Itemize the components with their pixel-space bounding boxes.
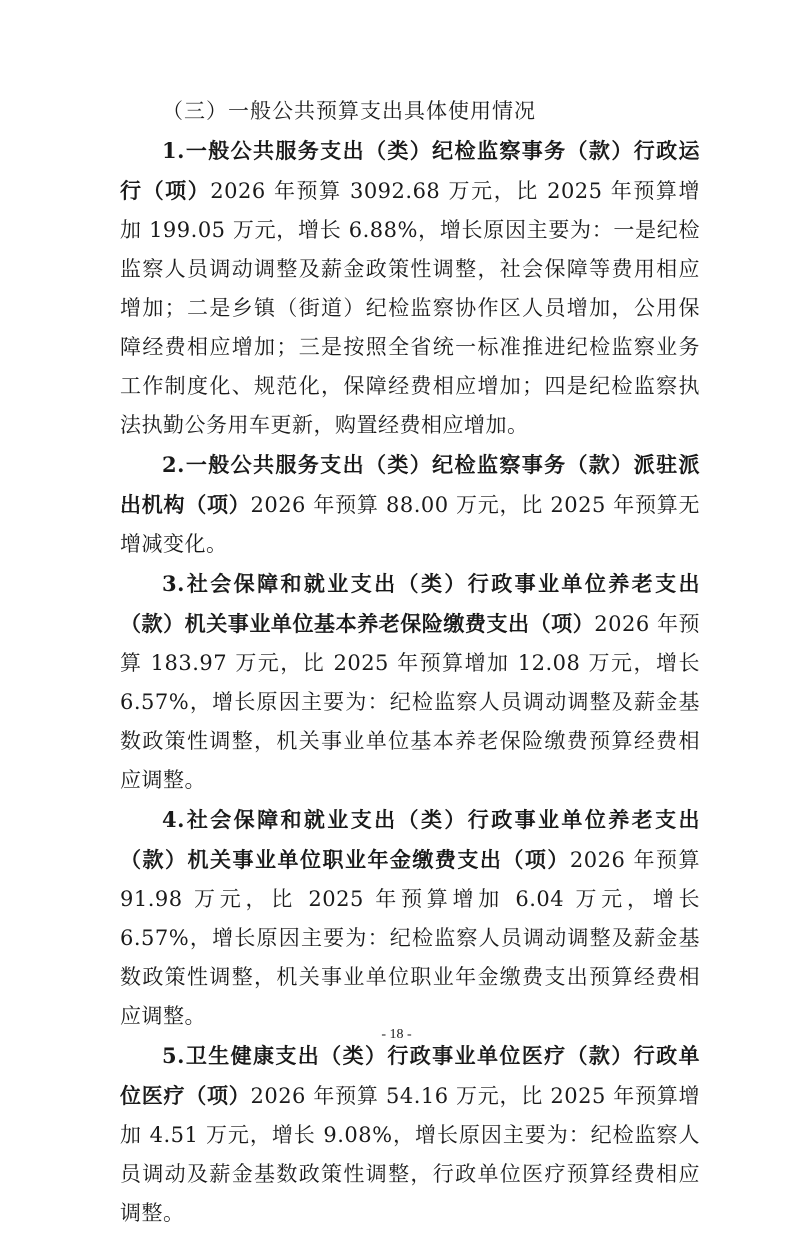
paragraph-text: 2026 年预算 183.97 万元，比 2025 年预算增加 12.08 万元，增长 6.57%，增长原因主要为：纪检监察人员调动调整及薪金基数政策性调整，机关事业单位基本养老保险缴费预算经费相应调整。 bbox=[120, 612, 700, 792]
paragraph-text: 2026 年预算 91.98 万元，比 2025 年预算增加 6.04 万元，增长 6.57%，增长原因主要为：纪检监察人员调动调整及薪金基数政策性调整，机关事业单位职业年金缴费支出预算经费相应调整。 bbox=[120, 848, 700, 1028]
paragraph-lead: 5.卫生健康支出（类）行政事业单位医疗（款）行政单位医疗（项） bbox=[120, 1043, 700, 1108]
paragraph-text: 2026 年预算 3092.68 万元，比 2025 年预算增加 199.05 万元，增长 6.88%，增长原因主要为：一是纪检监察人员调动调整及薪金政策性调整，社会保障等费用相应增加；二是乡镇（街道）纪检监察协作区人员增加，公用保障经费相应增加；三是按照全省统一标准推进纪检监察业务工作制度化、规范化，保障经费相应增加；四是纪检监察执法执勤公务用车更新，购置经费相应增加。 bbox=[120, 179, 700, 437]
paragraph-lead: 3.社会保障和就业支出（类）行政事业单位养老支出（款）机关事业单位基本养老保险缴费支出（项） bbox=[120, 571, 700, 636]
paragraph-text: 2026 年预算 54.16 万元，比 2025 年预算增加 4.51 万元，增长 9.08%，增长原因主要为：纪检监察人员调动及薪金基数政策性调整，行政单位医疗预算经费相应调整。 bbox=[120, 1084, 700, 1225]
page-number: - 18 - bbox=[381, 1027, 412, 1042]
paragraph-item-3 bbox=[120, 564, 700, 800]
paragraph-lead: 2.一般公共服务支出（类）纪检监察事务（款）派驻派出机构（项） bbox=[120, 452, 700, 517]
page-content bbox=[120, 92, 700, 1233]
paragraph-item-1 bbox=[120, 131, 700, 445]
paragraph-item-2 bbox=[120, 445, 700, 564]
paragraph-lead: 1.一般公共服务支出（类）纪检监察事务（款）行政运行（项） bbox=[120, 138, 700, 203]
paragraph-text: 2026 年预算 88.00 万元，比 2025 年预算无增减变化。 bbox=[120, 493, 700, 556]
paragraph-item-4 bbox=[120, 800, 700, 1036]
section-heading: （三）一般公共预算支出具体使用情况 bbox=[162, 99, 536, 123]
paragraph-item-5 bbox=[120, 1036, 700, 1233]
paragraph-lead: 4.社会保障和就业支出（类）行政事业单位养老支出（款）机关事业单位职业年金缴费支出（项） bbox=[120, 807, 700, 872]
